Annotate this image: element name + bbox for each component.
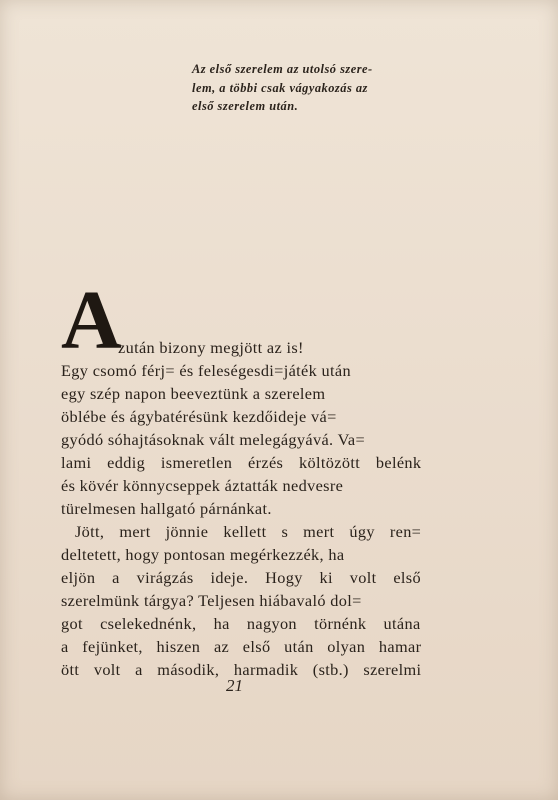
- text-line: Jött, mert jönnie kellett s mert úgy ren=: [75, 522, 422, 541]
- epigraph-line: Az első szerelem az utolsó szere-: [192, 62, 373, 76]
- text-line: eljön a virágzás ideje. Hogy ki volt első: [61, 568, 421, 587]
- epigraph-line: lem, a többi csak vágyakozás az: [192, 80, 368, 95]
- epigraph-line: első szerelem után.: [192, 99, 299, 113]
- text-line: és kövér könnycseppek áztatták nedvesre: [61, 476, 344, 495]
- text-line: gyódó sóhajtásoknak vált melegágyává. Va=: [61, 430, 366, 449]
- text-line: türelmesen hallgató párnánkat.: [61, 499, 272, 518]
- page-number: 21: [226, 676, 243, 695]
- text-line: deltetett, hogy pontosan megérkezzék, ha: [61, 545, 345, 564]
- text-line: a fejünket, hiszen az első után olyan hamar: [61, 637, 422, 656]
- text-line: zután bizony megjött az is!: [118, 338, 304, 357]
- text-line: got cselekednénk, ha nagyon törnénk utána: [61, 614, 421, 633]
- text-line: lami eddig ismeretlen érzés költözött belénk: [61, 453, 422, 472]
- text-line: ött volt a második, harmadik (stb.) szerelmi: [61, 660, 422, 679]
- text-line: Egy csomó férj= és feleségesdi=játék után: [61, 361, 351, 380]
- epigraph: [192, 60, 527, 116]
- text-line: öblébe és ágybatérésünk kezdőideje vá=: [61, 407, 337, 426]
- text-line: szerelmünk tárgya? Teljesen hiábavaló dol=: [61, 591, 362, 610]
- text-line: egy szép napon beeveztünk a szerelem: [61, 384, 326, 403]
- drop-cap: A: [61, 274, 122, 367]
